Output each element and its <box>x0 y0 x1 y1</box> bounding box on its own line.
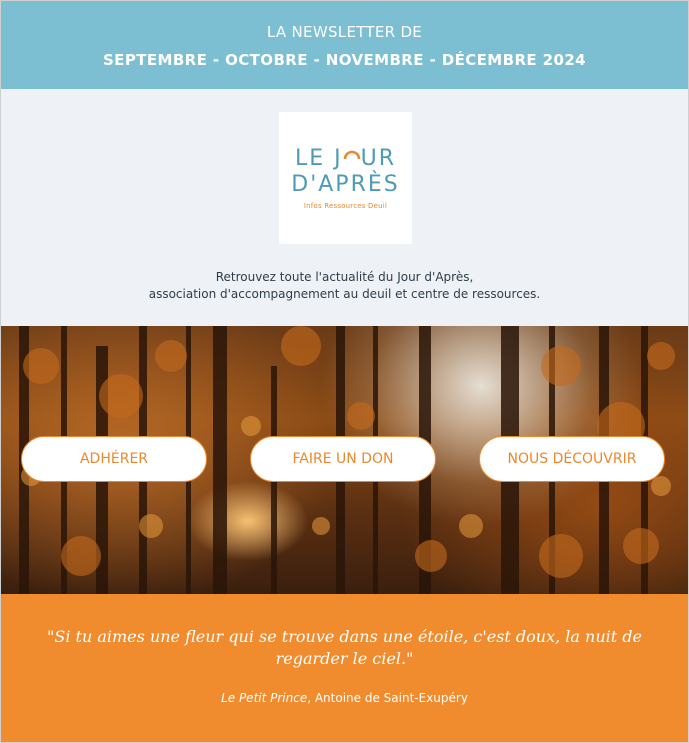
intro-line1: Retrouvez toute l'actualité du Jour d'Après, <box>215 270 474 284</box>
header-title: LA NEWSLETTER DE <box>266 23 423 41</box>
intro-line2: association d'accompagnement au deuil et centre de ressources. <box>148 287 541 301</box>
donate-button[interactable]: FAIRE UN DON <box>250 436 436 482</box>
intro-text <box>1 269 688 303</box>
hero-autumn-image <box>1 326 688 594</box>
sun-arc-icon <box>343 147 361 159</box>
logo-line2: D'APRÈS <box>291 172 400 197</box>
intro-section <box>1 89 688 326</box>
logo-line1: LE J UR <box>294 146 397 171</box>
newsletter-header <box>1 1 688 89</box>
discover-button[interactable]: NOUS DÉCOUVRIR <box>479 436 665 482</box>
quote-text: "Si tu aimes une fleur qui se trouve dans une étoile, c'est doux, la nuit de regarder le ciel." <box>47 627 642 668</box>
header-period: SEPTEMBRE - OCTOBRE - NOVEMBRE - DÉCEMBRE 2024 <box>102 51 587 69</box>
quote-author: , Antoine de Saint-Exupéry <box>307 691 468 705</box>
quote-source <box>1 691 688 705</box>
adherer-button[interactable]: ADHÉRER <box>21 436 207 482</box>
quote-section <box>1 594 688 742</box>
logo-tagline: Infos Ressources Deuil <box>303 202 388 210</box>
logo[interactable] <box>279 112 412 244</box>
quote-book: Le Petit Prince <box>221 691 308 705</box>
